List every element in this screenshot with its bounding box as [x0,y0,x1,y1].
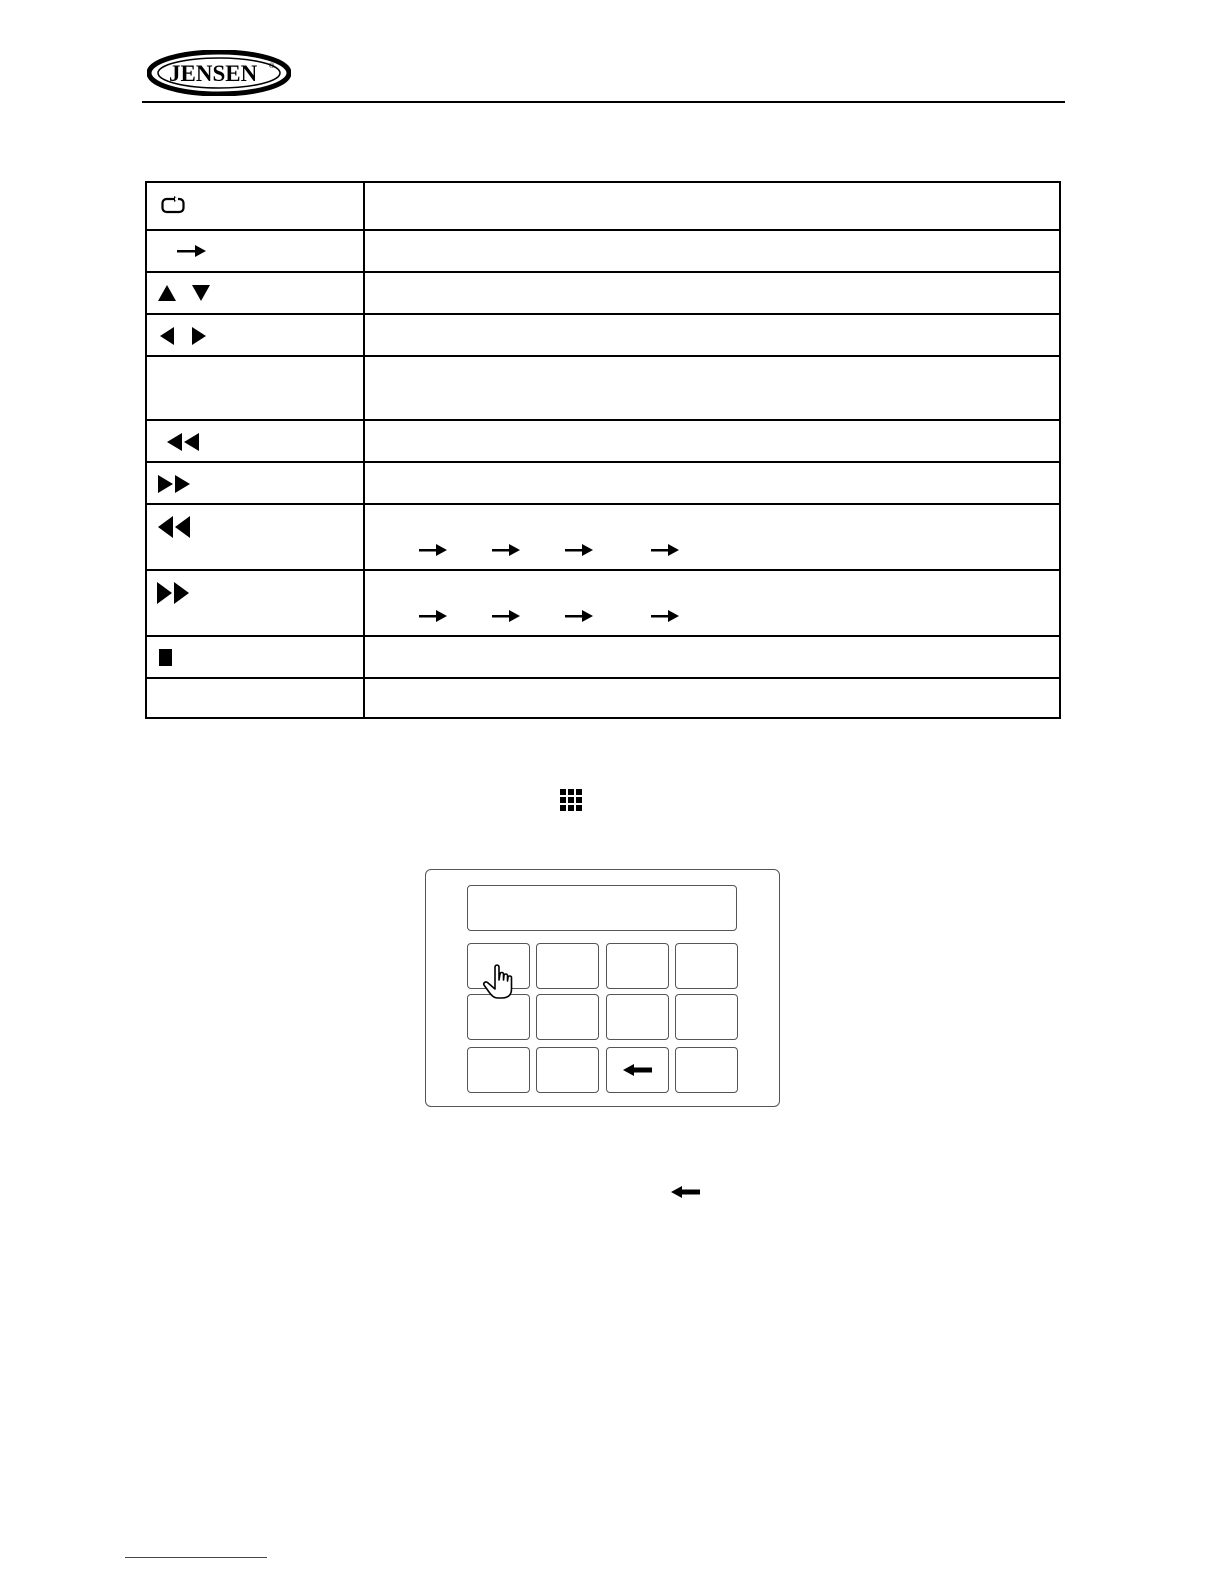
logo-trademark: ® [269,63,275,70]
triangle-up-icon [157,284,177,302]
table-row [146,570,1060,636]
icon-cell [146,570,364,636]
description-cell [364,356,1060,420]
description-cell [364,182,1060,230]
table-row [146,504,1060,570]
icon-cell [146,636,364,678]
stop-icon [159,649,173,667]
key-label [676,1048,737,1092]
description-cell [364,636,1060,678]
table-row [146,272,1060,314]
logo-text: JENSEN [169,61,258,86]
description-cell [364,504,1060,570]
repeat-icon [161,196,185,214]
icon-cell [146,678,364,718]
speed-arrow-icon [565,544,593,556]
icon-cell [146,420,364,462]
pointing-hand-icon [482,963,522,1006]
speed-arrow-icon [651,610,679,622]
speed-arrow-icon [651,544,679,556]
icon-cell [146,272,364,314]
fast-forward-small-icon [157,474,193,494]
icon-cell [146,182,364,230]
jensen-logo [147,50,291,96]
speed-arrows [419,543,739,557]
table-row [146,636,1060,678]
icon-cell [146,504,364,570]
table-row [146,182,1060,230]
key-label [607,995,668,1039]
icon-cell [146,314,364,356]
keypad-key[interactable] [675,994,738,1040]
arrow-right-icon [177,245,207,257]
triangle-right-icon [191,326,207,346]
speed-arrow-icon [492,610,520,622]
speed-arrow-icon [419,610,447,622]
keypad-panel [425,869,780,1107]
footer-link[interactable] [125,1557,267,1558]
description-cell [364,272,1060,314]
keypad-key[interactable] [536,943,599,989]
key-label [537,995,598,1039]
speed-arrows [419,609,739,623]
key-label [676,944,737,988]
table-row [146,462,1060,504]
rewind-icon [157,515,191,539]
control-table [145,181,1061,719]
table-row [146,314,1060,356]
key-label [537,944,598,988]
description-cell [364,420,1060,462]
keypad-key[interactable] [467,1047,530,1093]
keypad-key[interactable] [536,1047,599,1093]
table-row [146,356,1060,420]
backspace-key[interactable] [606,1047,669,1093]
backspace-arrow-icon [607,1048,668,1092]
description-cell [364,230,1060,272]
speed-arrow-icon [419,544,447,556]
keypad-key[interactable] [606,943,669,989]
description-cell [364,314,1060,356]
triangle-down-icon [191,284,211,302]
key-label [676,995,737,1039]
icon-cell [146,462,364,504]
key-label [537,1048,598,1092]
fast-forward-icon [156,581,190,605]
keypad-key[interactable] [606,994,669,1040]
description-cell [364,570,1060,636]
rewind-small-icon [165,432,201,452]
keypad-key[interactable] [675,943,738,989]
table-row [146,420,1060,462]
triangle-left-icon [159,326,175,346]
keypad-grid-icon [560,789,582,816]
icon-cell [146,356,364,420]
icon-cell [146,230,364,272]
keypad-key[interactable] [675,1047,738,1093]
header-rule [142,101,1065,103]
keypad-display [467,885,737,931]
speed-arrow-icon [492,544,520,556]
table-row [146,678,1060,718]
description-cell [364,462,1060,504]
backspace-arrow-icon [671,1185,701,1204]
speed-arrow-icon [565,610,593,622]
keypad-key[interactable] [536,994,599,1040]
key-label [607,944,668,988]
key-label [468,1048,529,1092]
description-cell [364,678,1060,718]
table-row [146,230,1060,272]
